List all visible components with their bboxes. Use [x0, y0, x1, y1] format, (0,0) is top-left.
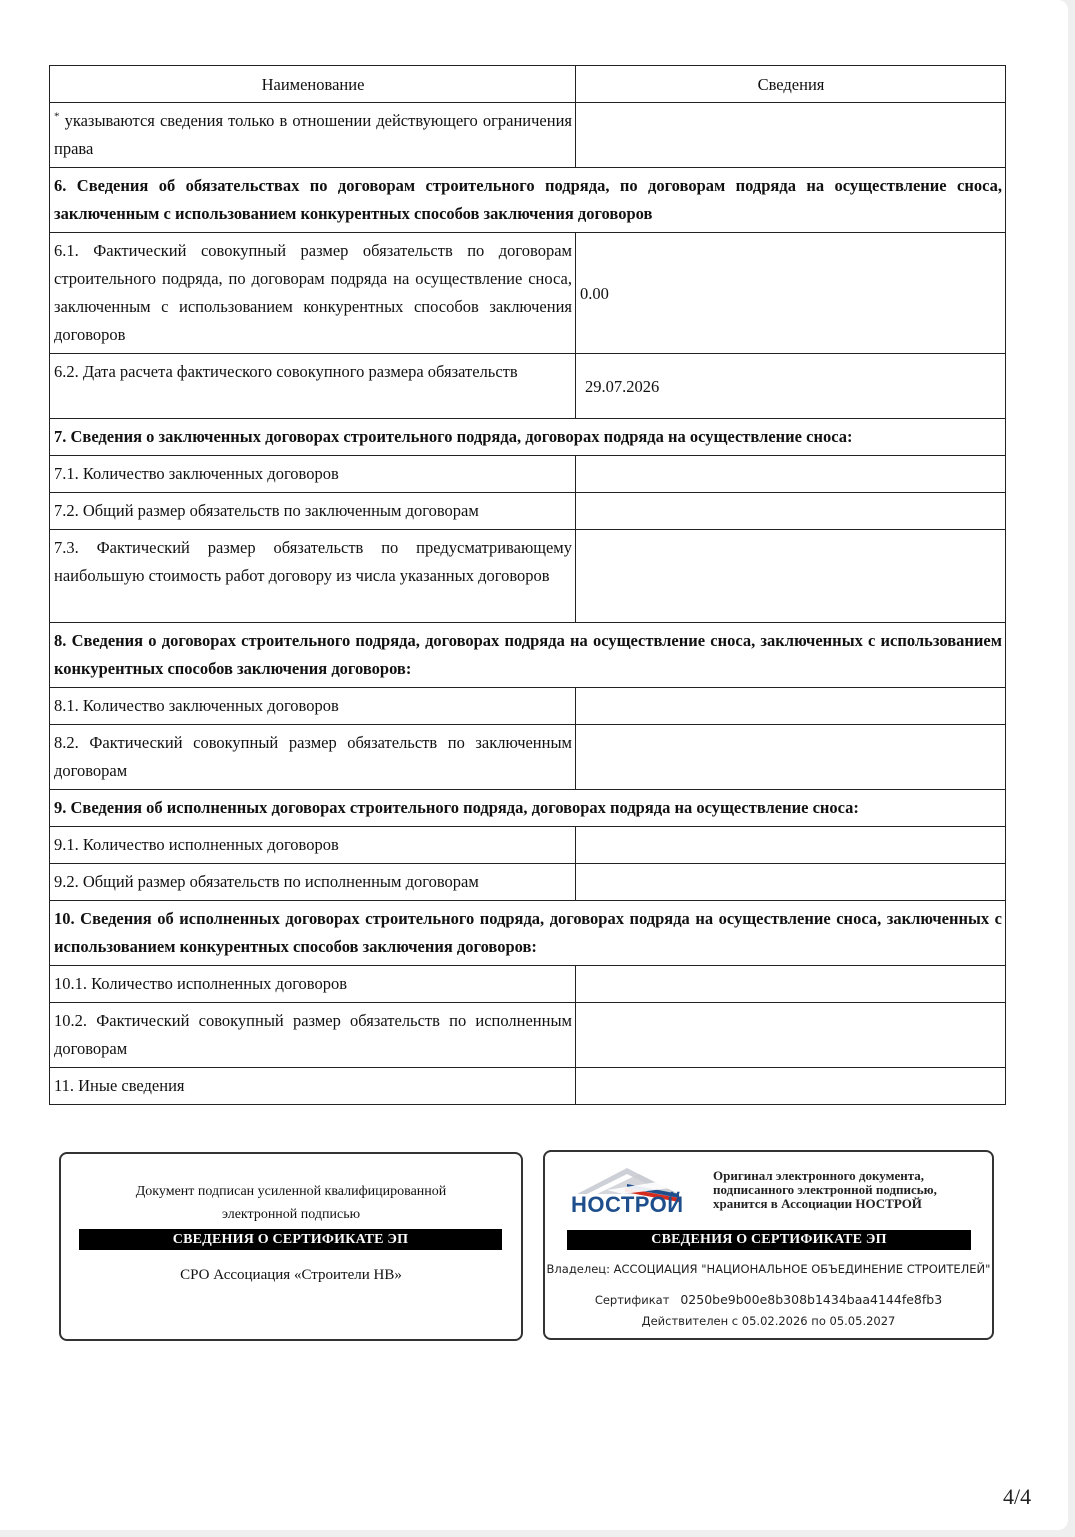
section-row — [50, 901, 1006, 966]
certificate-label: Сертификат — [594, 1293, 670, 1307]
certificate-info-bar: СВЕДЕНИЯ О СЕРТИФИКАТЕ ЭП — [79, 1229, 502, 1250]
row-10-1-value — [576, 966, 1006, 1003]
footnote-mark: * — [54, 110, 60, 123]
footnote-cell — [50, 103, 576, 168]
row-9-1-value — [576, 827, 1006, 864]
table-row — [50, 530, 1006, 623]
row-7-2-label: 7.2. Общий размер обязательств по заключенным договорам — [50, 493, 576, 530]
signature-caption — [61, 1180, 521, 1226]
table-row — [50, 1068, 1006, 1105]
valid-from-date: 05.02.2026 — [741, 1314, 808, 1328]
table-header-row — [50, 66, 1006, 103]
sro-organization: СРО Ассоциация «Строители НВ» — [180, 1267, 402, 1283]
table-row — [50, 827, 1006, 864]
row-6-1-label: 6.1. Фактический совокупный размер обязательств по договорам строительного подряда, по договорам подряда на осуществление сноса, заключенным с использованием конкурентных способов заключения договоров — [50, 233, 576, 354]
row-7-1-label: 7.1. Количество заключенных договоров — [50, 456, 576, 493]
table-row — [50, 1003, 1006, 1068]
valid-to-label: по — [811, 1314, 826, 1328]
row-11-value — [576, 1068, 1006, 1105]
signature-caption-line2: электронной подписью — [221, 1207, 361, 1222]
original-note-line3: хранится в Ассоциации НОСТРОЙ — [713, 1196, 922, 1211]
certificate-owner: Владелец: АССОЦИАЦИЯ "НАЦИОНАЛЬНОЕ ОБЪЕДИНЕНИЕ СТРОИТЕЛЕЙ" — [546, 1262, 991, 1276]
row-7-3-label: 7.3. Фактический размер обязательств по предусматривающему наибольшую стоимость работ договору из числа указанных договоров — [50, 530, 576, 623]
table-row — [50, 966, 1006, 1003]
table-row — [50, 456, 1006, 493]
signature-stamp-left — [59, 1152, 523, 1341]
section-6-title: 6. Сведения об обязательствах по договорам строительного подряда, по договорам подряда на осуществление сноса, заключенным с использованием конкурентных способов заключения договоров — [50, 168, 1006, 233]
row-10-2-label: 10.2. Фактический совокупный размер обязательств по исполненным договорам — [50, 1003, 576, 1068]
row-11-label: 11. Иные сведения — [50, 1068, 576, 1105]
row-9-2-value — [576, 864, 1006, 901]
section-row — [50, 623, 1006, 688]
section-7-title: 7. Сведения о заключенных договорах строительного подряда, договорах подряда на осуществление сноса: — [50, 419, 1006, 456]
section-row — [50, 419, 1006, 456]
table-row — [50, 725, 1006, 790]
row-10-1-label: 10.1. Количество исполненных договоров — [50, 966, 576, 1003]
page-number: 4/4 — [1003, 1484, 1032, 1509]
row-8-2-value — [576, 725, 1006, 790]
original-note-line1: Оригинал электронного документа, — [713, 1168, 925, 1183]
table-row — [50, 493, 1006, 530]
column-header-name: Наименование — [50, 66, 576, 103]
row-6-1-value: 0.00 — [576, 233, 1006, 354]
info-table — [49, 65, 1006, 1105]
section-10-title: 10. Сведения об исполненных договорах строительного подряда, договорах подряда на осуществление сноса, заключенных с использованием конкурентных способов заключения договоров: — [50, 901, 1006, 966]
original-document-note — [713, 1169, 983, 1211]
table-row — [50, 103, 1006, 168]
row-8-1-label: 8.1. Количество заключенных договоров — [50, 688, 576, 725]
row-8-2-label: 8.2. Фактический совокупный размер обязательств по заключенным договорам — [50, 725, 576, 790]
row-9-2-label: 9.2. Общий размер обязательств по исполненным договорам — [50, 864, 576, 901]
nostroy-logo-text: НОСТРОЙ — [571, 1192, 684, 1217]
row-8-1-value — [576, 688, 1006, 725]
original-note-line2: подписанного электронной подписью, — [713, 1182, 937, 1197]
section-row — [50, 168, 1006, 233]
section-8-title: 8. Сведения о договорах строительного подряда, договорах подряда на осуществление сноса, заключенных с использованием конкурентных способов заключения договоров: — [50, 623, 1006, 688]
table-row — [50, 233, 1006, 354]
table-row — [50, 354, 1006, 419]
row-7-3-value — [576, 530, 1006, 623]
footnote-value — [576, 103, 1006, 168]
certificate-validity — [545, 1314, 992, 1328]
section-9-title: 9. Сведения об исполненных договорах строительного подряда, договорах подряда на осуществление сноса: — [50, 790, 1006, 827]
certificate-number — [545, 1292, 992, 1307]
valid-from-label: Действителен с — [641, 1314, 739, 1328]
row-10-2-value — [576, 1003, 1006, 1068]
signature-caption-line1: Документ подписан усиленной квалифицированной — [135, 1184, 447, 1199]
certificate-info-bar-right: СВЕДЕНИЯ О СЕРТИФИКАТЕ ЭП — [567, 1230, 971, 1250]
row-9-1-label: 9.1. Количество исполненных договоров — [50, 827, 576, 864]
row-6-2-value: 29.07.2026 — [576, 354, 1006, 419]
table-row — [50, 864, 1006, 901]
table-row — [50, 688, 1006, 725]
section-row — [50, 790, 1006, 827]
valid-to-date: 05.05.2027 — [829, 1314, 896, 1328]
row-7-2-value — [576, 493, 1006, 530]
row-6-2-label: 6.2. Дата расчета фактического совокупного размера обязательств — [50, 354, 576, 419]
footnote-text: указываются сведения только в отношении действующего ограничения права — [54, 111, 572, 158]
certificate-value: 0250be9b00e8b308b1434baa4144fe8fb3 — [680, 1292, 943, 1307]
column-header-info: Сведения — [576, 66, 1006, 103]
row-7-1-value — [576, 456, 1006, 493]
signature-stamp-right — [543, 1150, 994, 1340]
